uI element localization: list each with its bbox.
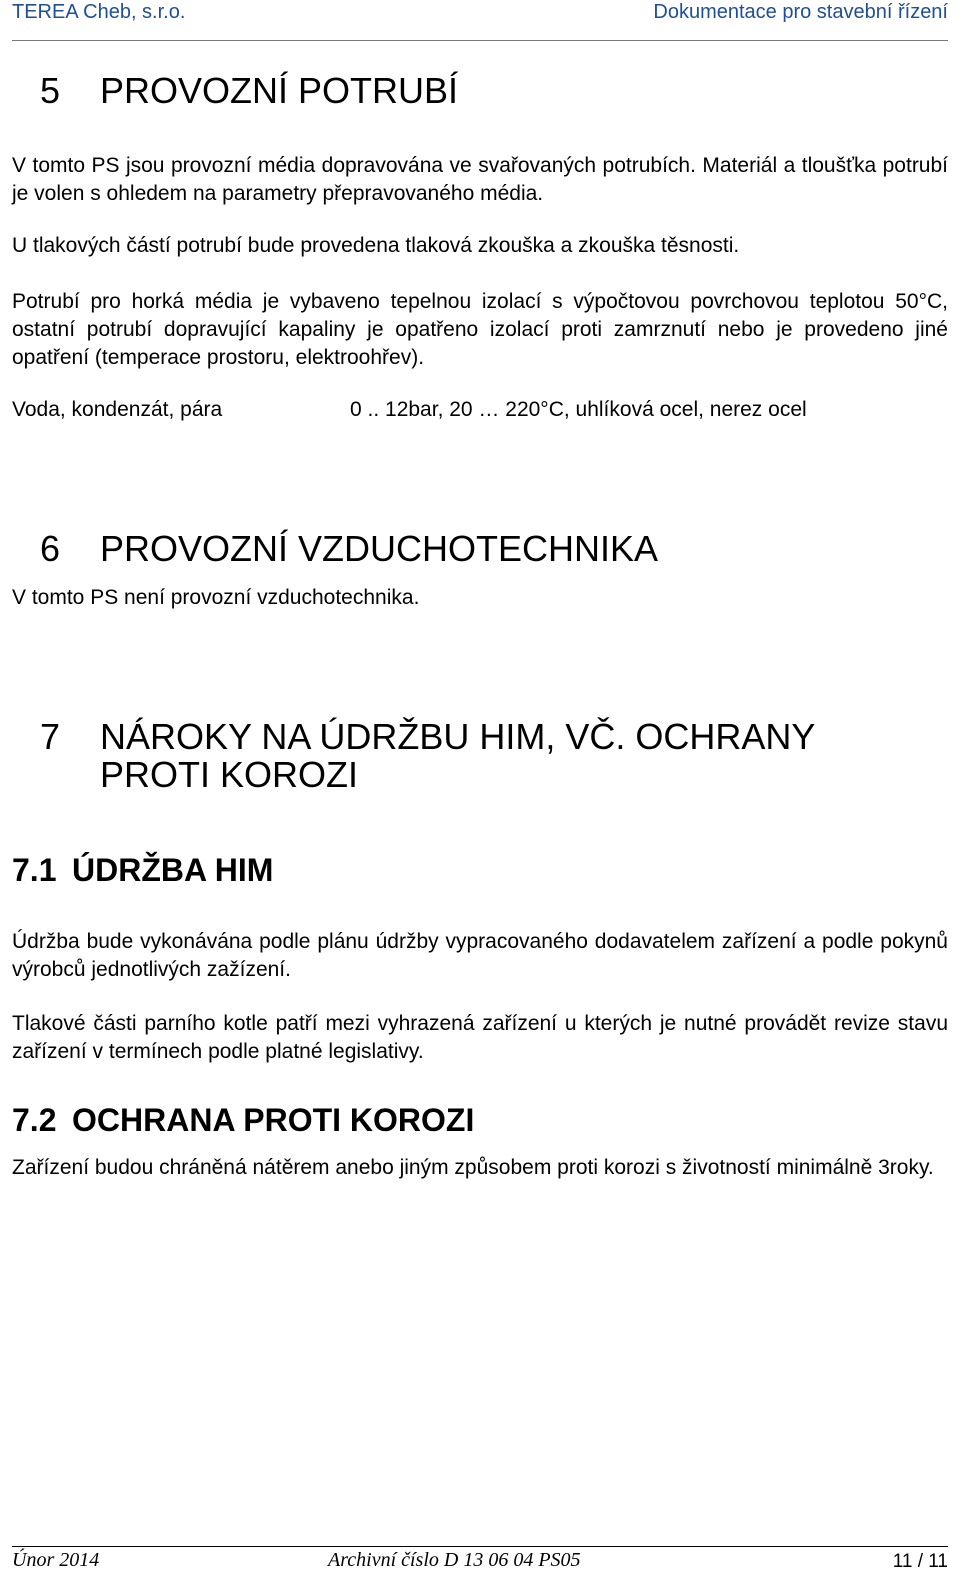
footer-page-number: 11 / 11 (892, 1551, 948, 1572)
section-6-title: PROVOZNÍ VZDUCHOTECHNIKA (100, 528, 659, 569)
section-7-1-title: ÚDRŽBA HIM (72, 852, 274, 888)
section-7-2-paragraph-1: Zařízení budou chráněná nátěrem anebo jiným způsobem proti korozi s životností minimálně 3roky. (12, 1156, 934, 1179)
section-7-1-paragraph-2: Tlakové části parního kotle patří mezi vyhrazená zařízení u kterých je nutné provádět revize stavu zařízení v termínech podle platné legislativy. (12, 1012, 948, 1063)
media-value: 0 .. 12bar, 20 … 220°C, uhlíková ocel, nerez ocel (350, 398, 807, 421)
section-7-2-heading (12, 1102, 474, 1138)
section-7-2-title: OCHRANA PROTI KOROZI (72, 1102, 475, 1138)
section-5-title: PROVOZNÍ POTRUBÍ (100, 70, 459, 111)
section-7-number: 7 (40, 716, 61, 757)
section-7-1-paragraph-1: Údržba bude vykonávána podle plánu údržby vypracovaného dodavatelem zařízení a podle pokynů výrobců jednotlivých zažízení. (12, 930, 948, 981)
footer-date: Únor 2014 (12, 1549, 100, 1571)
section-5-paragraph-2: U tlakových částí potrubí bude provedena tlaková zkouška a zkouška těsnosti. (12, 234, 740, 257)
section-7-2-number: 7.2 (12, 1102, 57, 1138)
section-7-1-number: 7.1 (12, 852, 57, 888)
footer-archive-number: Archivní číslo D 13 06 04 PS05 (328, 1549, 581, 1571)
section-7-title-line-2: PROTI KOROZI (100, 754, 359, 795)
header-doc-type: Dokumentace pro stavební řízení (653, 1, 948, 23)
section-5-paragraph-1: V tomto PS jsou provozní média dopravována ve svařovaných potrubích. Materiál a tloušťka potrubí je volen s ohledem na parametry přepravovaného média. (12, 154, 948, 205)
page-footer (12, 1546, 948, 1581)
media-label: Voda, kondenzát, pára (12, 398, 223, 421)
page-header (12, 0, 948, 41)
section-5-number: 5 (40, 70, 61, 111)
section-7-1-heading (12, 852, 273, 888)
section-5-paragraph-3: Potrubí pro horká média je vybaveno tepelnou izolací s výpočtovou povrchovou teplotou 50°C, ostatní potrubí dopravující kapaliny je opatřeno izolací proti zamrznutí nebo je provedeno jiné opatření (temperace prostoru, elektroohřev). (12, 290, 948, 369)
section-6-heading (40, 530, 658, 568)
section-6-paragraph-1: V tomto PS není provozní vzduchotechnika. (12, 586, 420, 609)
section-7-heading (40, 718, 815, 794)
section-7-title-line-1: NÁROKY NA ÚDRŽBU HIM, VČ. OCHRANY (100, 716, 816, 757)
header-company: TEREA Cheb, s.r.o. (12, 1, 186, 23)
section-6-number: 6 (40, 528, 61, 569)
section-5-heading (40, 72, 458, 110)
